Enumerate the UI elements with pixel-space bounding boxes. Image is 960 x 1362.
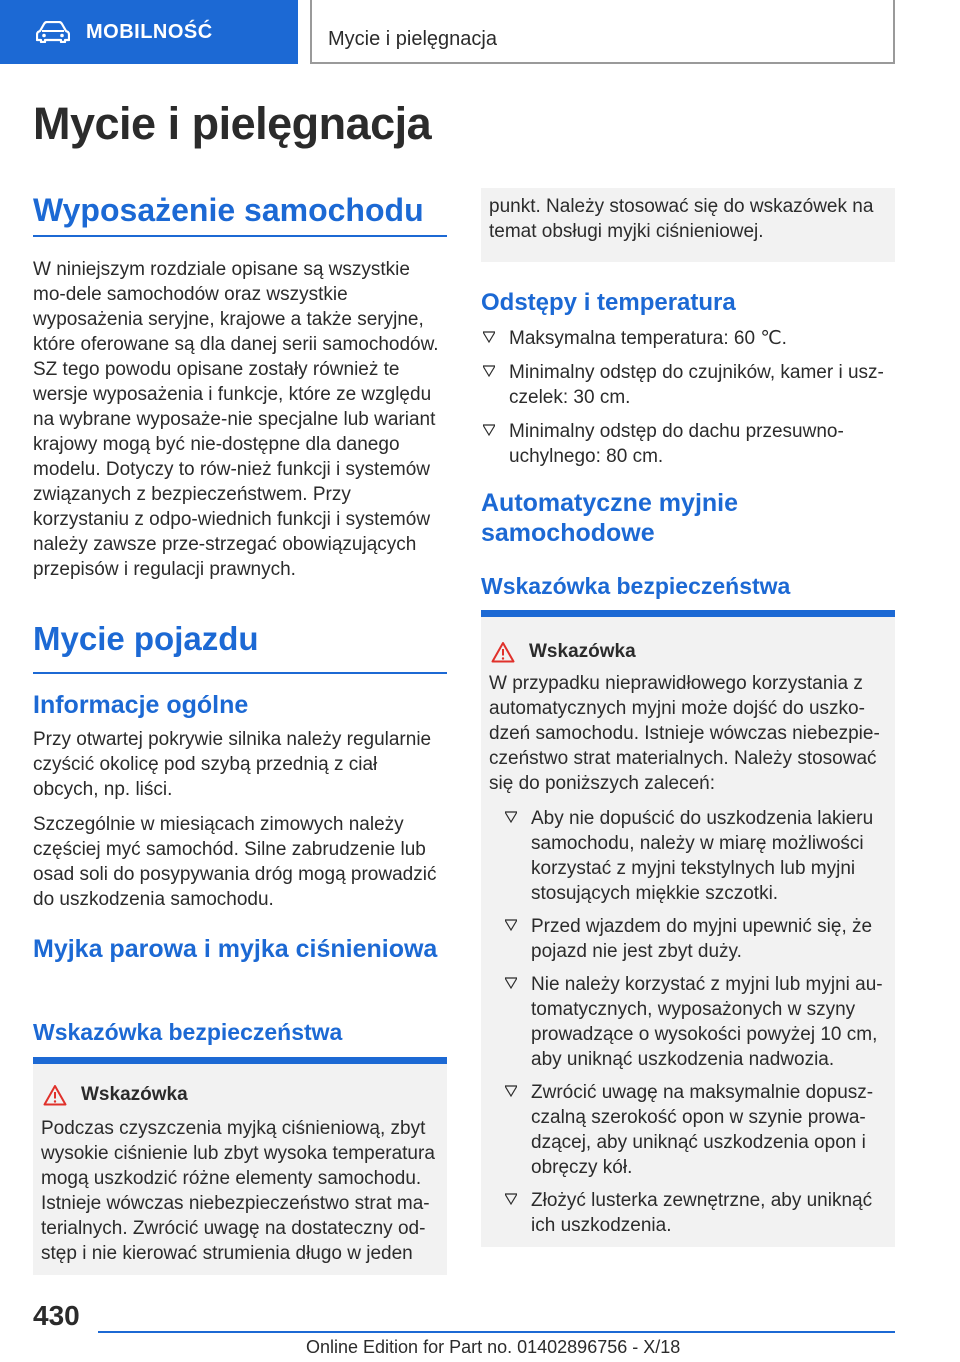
- triangle-bullet-icon: [505, 1191, 517, 1207]
- warning-icon: [491, 641, 515, 663]
- section-tab[interactable]: [0, 0, 298, 64]
- warning-title: Wskazówka: [81, 1084, 188, 1105]
- warning-title-right: Wskazówka: [529, 641, 636, 662]
- safety-heading-right: Wskazówka bezpieczeństwa: [481, 573, 791, 599]
- header-divider-right: [893, 0, 895, 64]
- section-label: MOBILNOŚĆ: [86, 20, 213, 43]
- warning-text-continued: punkt. Należy stosować się do wskazówek na temat obsługi myjki ciśnieniowej.: [489, 196, 874, 242]
- list-item: Złożyć lusterka zewnętrzne, aby uniknąć ich uszkodzenia.: [503, 1188, 887, 1238]
- warning-box-right: [481, 610, 895, 1247]
- header-underline: [310, 62, 895, 64]
- distance-list: [481, 326, 895, 469]
- triangle-bullet-icon: [505, 1083, 517, 1099]
- edition-note: Online Edition for Part no. 01402896756 - X/18: [306, 1337, 681, 1357]
- equipment-heading: Wyposażenie samochodu: [33, 192, 447, 237]
- page-title: Mycie i pielęgnacja: [33, 98, 432, 149]
- carwash-heading: Automatyczne myjnie samochodowe: [481, 489, 739, 547]
- warning-text-right: W przypadku nieprawidłowego korzystania z automatycznych myjni może dojść do uszko-dzeń samochodu. Istnieje wówczas niebezpie-czeństwo strat materialnych. Należy stosować się do poniższych zaleceń:: [489, 673, 880, 794]
- safety-heading: Wskazówka bezpieczeństwa: [33, 1019, 343, 1045]
- list-item: Aby nie dopuścić do uszkodzenia lakieru samochodu, należy w miarę możliwości korzystać z myjni tekstylnych lub myjni stosujących miękkie szczotki.: [503, 806, 887, 906]
- wash-heading: Mycie pojazdu: [33, 620, 447, 674]
- list-item: Nie należy korzystać z myjni lub myjni au-tomatycznych, wyposażonych w szyny prowadzące o wysokości powyżej 10 cm, aby uniknąć uszkodzenia nadwozia.: [503, 972, 887, 1072]
- warning-box-continued: [481, 188, 895, 262]
- list-item: Minimalny odstęp do dachu przesuwno-uchylnego: 80 cm.: [481, 419, 895, 469]
- list-item: Przed wjazdem do myjni upewnić się, że pojazd nie jest zbyt duży.: [503, 914, 887, 964]
- triangle-bullet-icon: [505, 917, 517, 933]
- warning-header: [41, 1084, 439, 1106]
- warning-box: [33, 1057, 447, 1275]
- general-paragraph-2: Szczególnie w miesiącach zimowych należy częściej myć samochód. Silne zabrudzenie lub osad soli do posypywania dróg mogą prowadzić do uszkodzenia samochodu.: [33, 814, 437, 910]
- general-heading: Informacje ogólne: [33, 691, 249, 719]
- warning-icon: [43, 1084, 67, 1106]
- equipment-text: W niniejszym rozdziale opisane są wszystkie mo-dele samochodów oraz wszystkie wyposażenia seryjne, krajowe a także seryjne, które oferowane są dla danej serii samochodów. SZ tego powodu opisane zostały również te wersje wyposażenia i funkcje, które ze względu na wybrane wyposaże-nie specjalne lub wariant krajowy mogą być nie-dostępne dla danego modelu. Dotyczy to rów-nież funkcji i systemów związanych z bezpieczeństwem. Przy korzystaniu z odpo-wiednich funkcji i systemów należy zawsze prze-strzegać obowiązujących przepisów i regulacji prawnych.: [33, 259, 439, 580]
- list-item: Maksymalna temperatura: 60 ℃.: [481, 326, 895, 351]
- triangle-bullet-icon: [483, 422, 495, 438]
- triangle-bullet-icon: [505, 975, 517, 991]
- warning-text: Podczas czyszczenia myjką ciśnieniową, zbyt wysokie ciśnienie lub zbyt wysoka temperatura mogą uszkodzić różne elementy samochodu. Istnieje wówczas niebezpieczeństwo strat ma-terialnych. Zwrócić uwagę na dostateczny od-stęp i nie kierować strumienia długo w jeden: [41, 1118, 435, 1264]
- list-item: Zwrócić uwagę na maksymalnie dopusz-czalną szerokość opon w szynie prowa-dzącej, aby uniknąć uszkodzenia opon i obręczy kół.: [503, 1080, 887, 1180]
- warning-header-right: [489, 641, 887, 663]
- warning-list: [489, 806, 887, 1238]
- triangle-bullet-icon: [483, 363, 495, 379]
- general-paragraph-1: Przy otwartej pokrywie silnika należy regularnie czyścić okolicę pod szybą przednią z ciał obcych, np. liści.: [33, 729, 432, 800]
- distance-heading: Odstępy i temperatura: [481, 289, 736, 316]
- list-item: Minimalny odstęp do czujników, kamer i usz-czelek: 30 cm.: [481, 360, 895, 410]
- footer-rule: [98, 1331, 895, 1333]
- page-number: 430: [33, 1300, 80, 1331]
- header-divider: [310, 0, 312, 64]
- pressure-heading: Myjka parowa i myjka ciśnieniowa: [33, 935, 438, 963]
- breadcrumb: Mycie i pielęgnacja: [328, 28, 497, 50]
- car-icon: [36, 21, 70, 43]
- triangle-bullet-icon: [483, 329, 495, 345]
- triangle-bullet-icon: [505, 809, 517, 825]
